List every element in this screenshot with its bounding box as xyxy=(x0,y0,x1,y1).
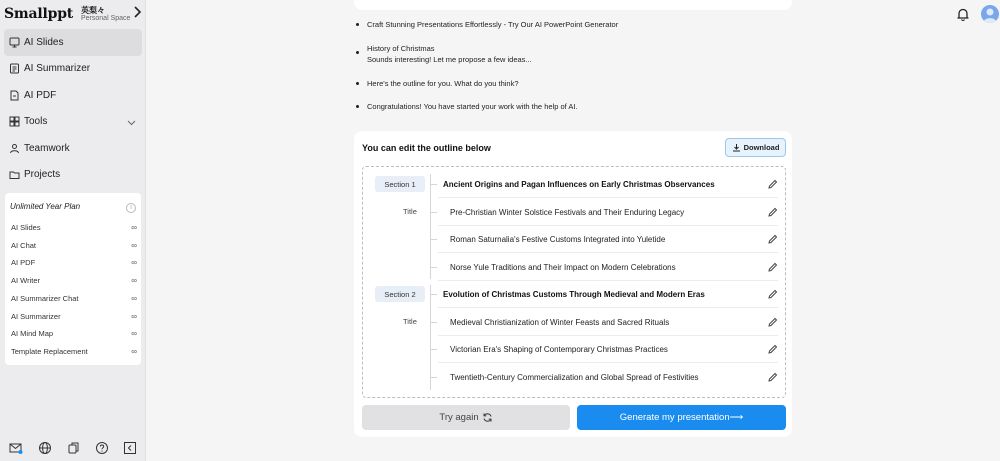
plan-item xyxy=(11,294,137,306)
tree-connector xyxy=(431,322,437,323)
sidebar-item-teamwork[interactable] xyxy=(4,135,142,162)
tree-line xyxy=(430,285,431,390)
chat-message xyxy=(356,19,618,30)
infinity-value: ∞ xyxy=(131,329,137,339)
infinity-value: ∞ xyxy=(131,258,137,268)
plan-item-label: AI Writer xyxy=(11,276,41,286)
sidebar-item-label: AI Slides xyxy=(24,36,64,48)
globe-icon[interactable] xyxy=(38,441,52,455)
plan-item-label: AI Mind Map xyxy=(11,329,54,339)
edit-pencil-icon[interactable] xyxy=(767,317,778,328)
outline-text: Victorian Era's Shaping of Contemporary Christmas Practices xyxy=(450,345,668,354)
plan-item-label: AI Summarizer Chat xyxy=(11,293,79,303)
sidebar-item-label: Projects xyxy=(24,169,61,181)
infinity-value: ∞ xyxy=(131,346,137,356)
tree-connector xyxy=(431,267,437,268)
chat-message-text: Here's the outline for you. What do you think? xyxy=(367,79,519,88)
title-label: Title xyxy=(403,317,417,326)
sidebar-item-label: AI PDF xyxy=(24,89,57,101)
projects-icon xyxy=(9,169,20,180)
infinity-value: ∞ xyxy=(131,240,137,250)
plan-item-label: AI Chat xyxy=(11,240,37,250)
edit-pencil-icon[interactable] xyxy=(767,262,778,273)
infinity-value: ∞ xyxy=(131,276,137,286)
plan-item-label: AI Slides xyxy=(11,223,41,232)
tools-icon xyxy=(9,116,20,127)
chat-message-text: Sounds interesting! Let me propose a few ideas... xyxy=(367,55,532,64)
outline-editor xyxy=(362,166,786,398)
refresh-icon xyxy=(482,412,493,423)
outline-item[interactable] xyxy=(438,336,778,363)
outline-item[interactable] xyxy=(438,309,778,336)
outline-text: Medieval Christianization of Winter Feasts and Sacred Rituals xyxy=(450,317,670,327)
plan-item-label: Template Replacement xyxy=(11,346,88,356)
infinity-value: ∞ xyxy=(131,223,137,232)
plan-item xyxy=(11,223,137,235)
sidebar-item-ai-slides[interactable] xyxy=(4,29,142,56)
edit-pencil-icon[interactable] xyxy=(767,179,778,190)
plan-item xyxy=(11,329,137,341)
tree-connector xyxy=(431,212,437,213)
outline-card xyxy=(354,131,792,437)
user-avatar-icon xyxy=(981,5,999,23)
chat-input-card xyxy=(354,0,792,10)
user-space-label: Personal Space xyxy=(81,15,131,22)
bullet-dot xyxy=(356,51,359,54)
edit-pencil-icon[interactable] xyxy=(767,372,778,383)
generate-presentation-button[interactable] xyxy=(577,405,786,430)
bullet-dot xyxy=(356,23,359,26)
outline-section-title[interactable] xyxy=(438,171,778,198)
avatar[interactable] xyxy=(981,5,999,23)
slides-icon xyxy=(9,37,20,48)
teamwork-icon xyxy=(9,143,20,154)
sidebar-item-label: AI Summarizer xyxy=(24,63,91,75)
tree-connector xyxy=(431,377,437,378)
user-name: 英梨々 xyxy=(81,6,105,15)
try-again-button[interactable] xyxy=(362,405,570,430)
chat-message-text: Congratulations! You have started your work with the help of AI. xyxy=(367,102,578,111)
notification-bell-icon[interactable] xyxy=(956,7,970,22)
chat-message xyxy=(356,78,519,89)
copy-icon[interactable] xyxy=(67,441,81,455)
infinity-value: ∞ xyxy=(131,293,137,303)
plan-item xyxy=(11,276,137,288)
collapse-sidebar-icon[interactable] xyxy=(123,441,137,455)
sidebar-item-ai-summarizer[interactable] xyxy=(4,56,142,83)
tree-connector xyxy=(431,294,437,295)
title-label: Title xyxy=(403,207,417,216)
sidebar-item-label: Tools xyxy=(24,116,48,128)
edit-pencil-icon[interactable] xyxy=(767,207,778,218)
edit-pencil-icon[interactable] xyxy=(767,344,778,355)
plan-item-label: AI PDF xyxy=(11,258,36,268)
outline-text: Pre-Christian Winter Solstice Festivals and Their Enduring Legacy xyxy=(450,207,685,217)
plan-card xyxy=(5,193,141,365)
outline-section-title[interactable] xyxy=(438,281,778,308)
tree-connector xyxy=(431,349,437,350)
tree-connector xyxy=(431,184,437,185)
plan-item xyxy=(11,312,137,324)
info-icon[interactable]: i xyxy=(126,203,136,213)
mail-icon[interactable] xyxy=(9,441,23,455)
outline-text: Roman Saturnalia's Festive Customs Integrated into Yuletide xyxy=(450,235,666,244)
outline-text: Ancient Origins and Pagan Influences on Early Christmas Observances xyxy=(443,180,715,189)
download-label: Download xyxy=(743,143,780,152)
bullet-dot xyxy=(356,105,359,108)
chevron-down-icon[interactable] xyxy=(127,118,136,127)
plan-item-label: AI Summarizer xyxy=(11,311,61,321)
summarizer-icon xyxy=(9,63,20,74)
infinity-value: ∞ xyxy=(131,311,137,321)
plan-item xyxy=(11,258,137,270)
chevron-right-icon[interactable] xyxy=(132,5,142,19)
sidebar-item-projects[interactable] xyxy=(4,162,142,189)
plan-title: Unlimited Year Plan xyxy=(10,202,81,211)
outline-text: Twentieth-Century Commercialization and Global Spread of Festivities xyxy=(450,372,699,382)
outline-item[interactable] xyxy=(438,199,778,226)
section-badge: Section 2 xyxy=(375,286,425,302)
logo: Smallppt xyxy=(4,6,74,22)
sidebar-item-tools[interactable] xyxy=(4,109,142,136)
download-button[interactable] xyxy=(725,138,786,157)
tree-connector xyxy=(431,239,437,240)
plan-item xyxy=(11,241,137,253)
chat-message xyxy=(356,101,578,112)
sidebar-footer xyxy=(4,441,142,457)
outline-text: Norse Yule Traditions and Their Impact on Modern Celebrations xyxy=(450,262,676,272)
sidebar-nav xyxy=(4,29,142,188)
section-badge: Section 1 xyxy=(375,176,425,192)
brand-header[interactable] xyxy=(4,4,142,28)
sidebar xyxy=(0,0,146,461)
edit-pencil-icon[interactable] xyxy=(767,289,778,300)
outline-item[interactable] xyxy=(438,364,778,391)
sidebar-item-label: Teamwork xyxy=(24,142,70,154)
tree-line xyxy=(430,174,431,279)
generate-label: Generate my presentation⟶ xyxy=(619,412,744,423)
outline-item[interactable] xyxy=(438,254,778,281)
chat-message-text: History of Christmas xyxy=(367,44,435,53)
outline-text: Evolution of Christmas Customs Through Medieval and Modern Eras xyxy=(443,290,705,299)
pdf-icon xyxy=(9,90,20,101)
try-again-label: Try again xyxy=(439,412,479,423)
chat-message xyxy=(356,43,532,65)
help-icon[interactable] xyxy=(95,441,109,455)
chat-message-text: Craft Stunning Presentations Effortlessly - Try Our AI PowerPoint Generator xyxy=(367,20,619,29)
plan-item xyxy=(11,347,137,359)
outline-heading: You can edit the outline below xyxy=(362,143,491,153)
download-icon xyxy=(732,143,741,152)
outline-item[interactable] xyxy=(438,226,778,253)
bullet-dot xyxy=(356,82,359,85)
sidebar-item-ai-pdf[interactable] xyxy=(4,82,142,109)
edit-pencil-icon[interactable] xyxy=(767,234,778,245)
